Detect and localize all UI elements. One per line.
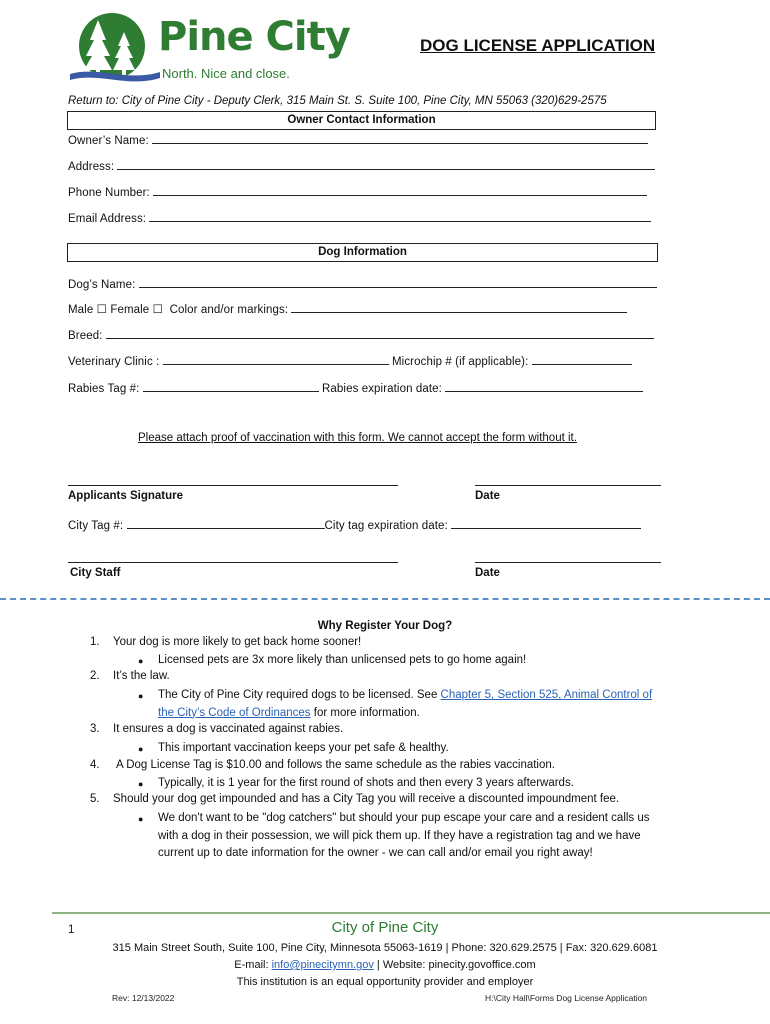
owner-name-row [68, 132, 648, 147]
rabies-exp-field[interactable] [445, 380, 643, 392]
equal-opportunity-text: This institution is an equal opportunity provider and employer [236, 976, 534, 988]
male-label: Male [68, 304, 94, 316]
email-label: Email Address: [68, 213, 147, 225]
email-field[interactable] [149, 210, 651, 222]
bullet-icon: ● [138, 814, 144, 824]
city-tag-label: City Tag #: [68, 520, 124, 532]
pine-trees-icon [68, 12, 160, 84]
city-staff-date-label: Date [475, 567, 500, 579]
vet-row [68, 353, 632, 368]
item-text-1: Your dog is more likely to get back home sooner! [113, 636, 362, 648]
logo [68, 12, 350, 84]
bullet-icon: ● [138, 656, 144, 666]
bullet-icon: ● [138, 744, 144, 754]
breed-field[interactable] [106, 327, 654, 339]
owner-section-header: Owner Contact Information [67, 111, 656, 130]
item-number-3: 3. [90, 723, 100, 735]
phone-label: Phone Number: [68, 187, 150, 199]
page-number: 1 [68, 924, 75, 936]
dashed-cut-line [0, 598, 770, 600]
bullet-text-2-pre: The City of Pine City required dogs to be licensed. See [158, 689, 441, 701]
breed-label: Breed: [68, 330, 103, 342]
vet-label: Veterinary Clinic : [68, 356, 160, 368]
item-text-2: It’s the law. [113, 670, 170, 682]
applicant-signature-line[interactable] [68, 485, 398, 486]
bullet-text-2-post: for more information. [310, 706, 420, 719]
owner-name-label: Owner’s Name: [68, 135, 149, 147]
rabies-tag-field[interactable] [143, 380, 319, 392]
item-text-5: Should your dog get impounded and has a City Tag you will receive a discounted impoundment fee. [113, 793, 620, 805]
item-number-4: 4. [90, 759, 100, 771]
city-tag-row [68, 517, 641, 532]
rabies-tag-label: Rabies Tag #: [68, 383, 140, 395]
bullet-text-5-line-1: We don't want to be "dog catchers" but should your pup escape your care and a resident calls us [158, 812, 650, 824]
footer-contact [0, 959, 770, 971]
bullet-text-4: Typically, it is 1 year for the first round of shots and then every 3 years afterwards. [158, 777, 574, 789]
address-field[interactable] [117, 158, 655, 170]
email-row [68, 210, 651, 225]
bullet-text-5-line-3: current up to date information for the owner - we can call and/or email you right away! [158, 847, 593, 859]
microchip-label: Microchip # (if applicable): [391, 356, 529, 368]
rabies-row [68, 380, 643, 395]
male-checkbox[interactable]: ☐ [96, 304, 108, 316]
city-tag-exp-field[interactable] [451, 517, 641, 529]
logo-tagline: North. Nice and close. [162, 66, 290, 81]
address-row [68, 158, 655, 173]
dog-name-field[interactable] [139, 276, 657, 288]
vet-field[interactable] [163, 353, 389, 365]
footer-address: 315 Main Street South, Suite 100, Pine City, Minnesota 55063-1619 | Phone: 320.629.2575 | Fax: 320.629.6081 [112, 942, 658, 954]
dog-section-header: Dog Information [67, 243, 658, 262]
city-tag-exp-label: City tag expiration date: [324, 520, 448, 532]
female-checkbox[interactable]: ☐ [152, 304, 164, 316]
applicant-signature-label: Applicants Signature [68, 490, 184, 502]
dog-name-row [68, 276, 657, 291]
city-staff-label: City Staff [70, 567, 121, 579]
file-path: H:\City Hall\Forms Dog License Application [485, 993, 648, 1003]
bullet-text-5-line-2: with a dog in their possession, we will pick them up. If they have a registration tag and we have [158, 829, 641, 842]
breed-row [68, 327, 654, 342]
city-tag-field[interactable] [127, 517, 325, 529]
email-link[interactable]: info@pinecitymn.gov [271, 959, 374, 971]
female-label: Female [110, 304, 150, 316]
bullet-text-1: Licensed pets are 3x more likely than unlicensed pets to go home again! [158, 654, 527, 666]
ordinance-link-2[interactable]: the City’s Code of Ordinances [158, 706, 311, 719]
email-prefix: E-mail: [234, 959, 272, 971]
sex-color-row [68, 301, 627, 316]
color-label: Color and/or markings: [169, 304, 289, 316]
bullet-icon: ● [138, 691, 144, 701]
applicant-date-label: Date [475, 490, 500, 502]
item-text-4: A Dog License Tag is $10.00 and follows the same schedule as the rabies vaccination. [116, 759, 555, 771]
bullet-text-3: This important vaccination keeps your pet safe & healthy. [158, 742, 449, 754]
city-staff-date-line[interactable] [475, 562, 661, 563]
footer-title: City of Pine City [331, 919, 439, 936]
phone-row [68, 184, 647, 199]
ordinance-link-1[interactable]: Chapter 5, Section 525, Animal Control of [440, 689, 653, 701]
bullet-text-5 [158, 810, 650, 863]
footer-divider [52, 912, 770, 914]
vaccination-notice: Please attach proof of vaccination with this form. We cannot accept the form without it. [138, 432, 577, 444]
city-staff-signature-line[interactable] [68, 562, 398, 563]
return-to-text: Return to: City of Pine City - Deputy Clerk, 315 Main St. S. Suite 100, Pine City, MN 55063 (320)629-2575 [68, 95, 607, 107]
dog-name-label: Dog’s Name: [68, 279, 136, 291]
address-label: Address: [68, 161, 115, 173]
document-title: DOG LICENSE APPLICATION [420, 36, 656, 55]
revision-date: Rev: 12/13/2022 [112, 993, 175, 1003]
bullet-text-2 [158, 687, 718, 722]
item-number-1: 1. [90, 636, 100, 648]
item-text-3: It ensures a dog is vaccinated against rabies. [113, 723, 344, 735]
microchip-field[interactable] [532, 353, 632, 365]
rabies-exp-label: Rabies expiration date: [322, 383, 442, 395]
bullet-icon: ● [138, 779, 144, 789]
why-register-title: Why Register Your Dog? [317, 620, 453, 632]
color-field[interactable] [291, 301, 627, 313]
logo-name: Pine City [158, 14, 350, 60]
item-number-2: 2. [90, 670, 100, 682]
owner-name-field[interactable] [152, 132, 648, 144]
phone-field[interactable] [153, 184, 647, 196]
item-number-5: 5. [90, 793, 100, 805]
website-text: | Website: pinecity.govoffice.com [373, 959, 536, 971]
applicant-date-line[interactable] [475, 485, 661, 486]
